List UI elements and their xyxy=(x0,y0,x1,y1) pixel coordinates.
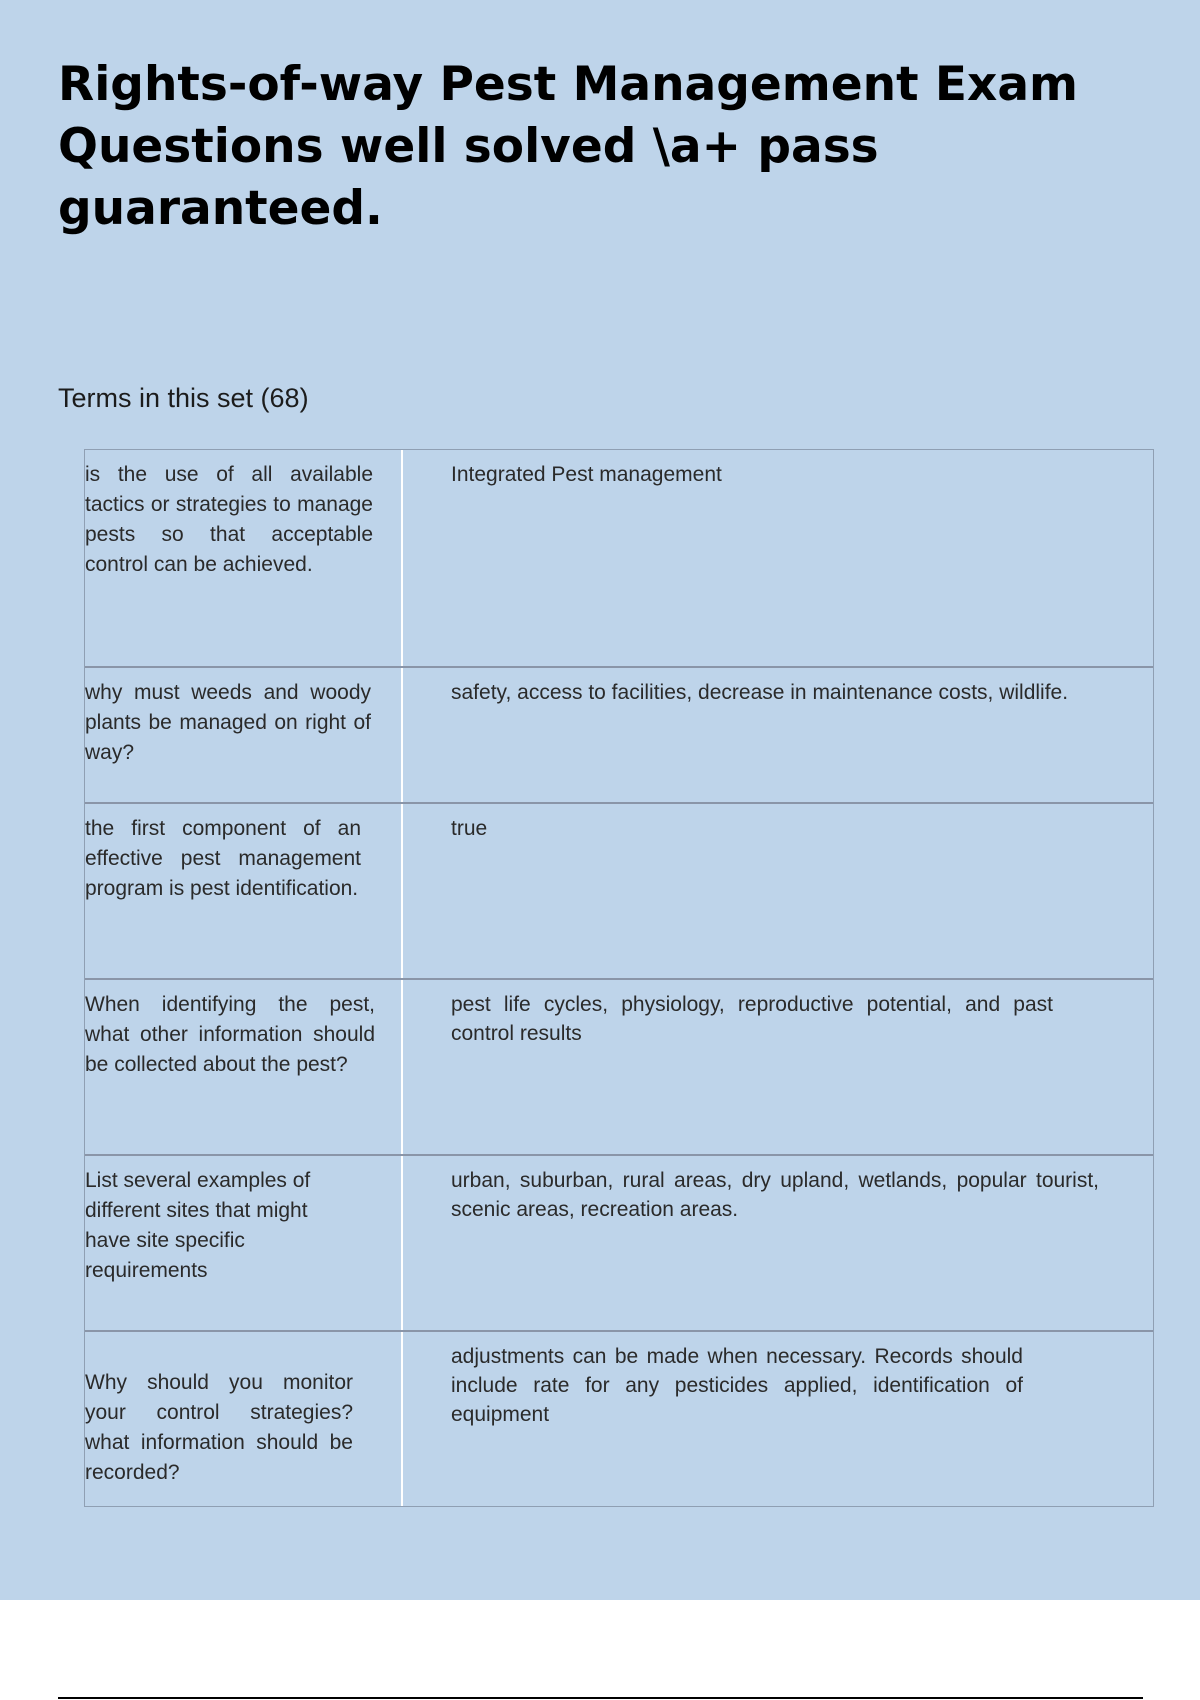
definition-text: true xyxy=(451,817,488,840)
term-text: Why should you monitor your control strategies? what information should be recorded? xyxy=(85,1332,403,1506)
terms-table xyxy=(84,449,1154,1507)
term-row xyxy=(85,1154,1153,1330)
definition-text: urban, suburban, rural areas, dry upland, wetlands, popular tourist, scenic areas, recreation areas. xyxy=(451,1169,1099,1221)
term-text: When identifying the pest, what other information should be collected about the pest? xyxy=(85,980,403,1154)
term-text: why must weeds and woody plants be managed on right of way? xyxy=(85,668,403,802)
definition-text: safety, access to facilities, decrease in maintenance costs, wildlife. xyxy=(451,681,1069,704)
terms-count-label: Terms in this set (68) xyxy=(58,383,309,413)
term-text: is the use of all available tactics or strategies to manage pests so that acceptable control can be achieved. xyxy=(85,450,403,666)
definition-text: adjustments can be made when necessary. Records should include rate for any pesticides applied, identification of equipment xyxy=(451,1345,1023,1426)
term-row xyxy=(85,666,1153,802)
term-text: List several examples of different sites that might have site specific requirements xyxy=(85,1156,403,1330)
footer-divider xyxy=(58,1697,1143,1699)
term-row xyxy=(85,1330,1153,1506)
definition-text: pest life cycles, physiology, reproductive potential, and past control results xyxy=(451,993,1053,1045)
term-row xyxy=(85,978,1153,1154)
term-text: the first component of an effective pest management program is pest identification. xyxy=(85,804,403,978)
definition-text: Integrated Pest management xyxy=(451,463,722,486)
document-title: Rights-of-way Pest Management Exam Questions well solved \a+ pass guaranteed. xyxy=(58,57,1079,236)
term-row xyxy=(85,450,1153,666)
term-row xyxy=(85,802,1153,978)
